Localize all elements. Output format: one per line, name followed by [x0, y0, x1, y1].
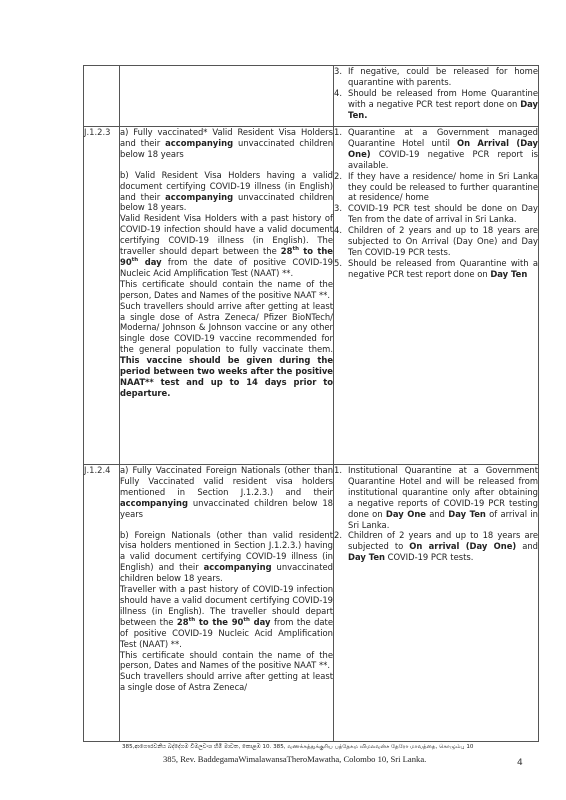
footer-address-local: 385,ආගෞරවනීය බද්දේගම විමලවංශ හිමි මාවත, කොළඹ 10. 385, வணக்கத்துக்குரிய பத்தேகம விமலவன்ச தேரோ மாவத்தை, கொழும்பு 10	[122, 744, 474, 750]
footer-address-english: 385, Rev. BaddegamaWimalawansaTheroMawatha, Colombo 10, Sri Lanka.	[163, 754, 427, 764]
list-item: 3. If negative, could be released for home quarantine with parents.	[334, 66, 538, 87]
category-cell	[120, 127, 334, 465]
list-item: 1. Quarantine at a Government managed Quarantine Hotel until On Arrival (Day One) COVID-19 negative PCR report is available.	[334, 127, 538, 170]
category-b: b) Foreign Nationals (other than valid resident visa holders mentioned in Section J.1.2.3.) having a valid document certifying COVID-19 illness (in English) and their accompanying unvaccinated children below 18 years.	[120, 529, 333, 584]
procedure-cell	[334, 127, 539, 465]
section-id: J.1.2.3	[84, 127, 120, 465]
past-infection-text: Valid Resident Visa Holders with a past history of COVID-19 infection should have a valid document certifying COVID-19 illness (in English). The traveller should depart between the 28th to the 90th day from the date of positive COVID-19 Nucleic Acid Amplification Test (NAAT) **.	[120, 213, 333, 278]
page-number: 4	[517, 758, 523, 768]
section-id	[84, 66, 120, 127]
procedure-cell	[334, 465, 539, 742]
vaccine-text: Such travellers should arrive after getting at least a single dose of Astra Zeneca/ Pfizer BioNTech/ Moderna/ Johnson & Johnson vaccine or any other single dose COVID-19 vaccine recommended for the general population to fully vaccinate them. This vaccine should be given during the period between two weeks after the positive NAAT** test and up to 14 days prior to departure.	[120, 300, 333, 398]
list-item: 5. Should be released from Quarantine with a negative PCR test report done on Day Ten	[334, 257, 538, 279]
table-row	[84, 465, 539, 742]
vaccine-text: Such travellers should arrive after getting at least a single dose of Astra Zeneca/	[120, 671, 333, 693]
procedure-cell	[334, 66, 539, 127]
table-row	[84, 127, 539, 465]
list-item: 2. If they have a residence/ home in Sri Lanka they could be released to further quarantine at residence/ home	[334, 170, 538, 203]
category-cell	[120, 66, 334, 127]
category-b: b) Valid Resident Visa Holders having a valid document certifying COVID-19 illness (in English) and their accompanying unvaccinated children below 18 years.	[120, 169, 333, 213]
list-item: 2. Children of 2 years and up to 18 years are subjected to On arrival (Day One) and Day Ten COVID-19 PCR tests.	[334, 530, 539, 563]
list-item: 1. Institutional Quarantine at a Government Quarantine Hotel and will be released from institutional quarantine only after obtaining a negative reports of COVID-19 PCR testing done on Day One and Day Ten of arrival in Sri Lanka.	[334, 465, 538, 530]
category-a: a) Fully Vaccinated Foreign Nationals (other than Fully Vaccinated valid resident visa holders mentioned in Section J.1.2.3.) and their accompanying unvaccinated children below 18 years	[120, 465, 333, 519]
procedure-list	[334, 127, 538, 280]
guidelines-table	[83, 65, 539, 742]
list-item: 4. Should be released from Home Quarantine with a negative PCR test report done on Day Ten.	[334, 87, 538, 120]
category-a: a) Fully vaccinated* Valid Resident Visa Holders and their accompanying unvaccinated children below 18 years	[120, 127, 333, 159]
category-cell	[120, 465, 334, 742]
list-item: 4. Children of 2 years and up to 18 years are subjected to On Arrival (Day One) and Day Ten COVID-19 PCR tests.	[334, 225, 538, 257]
procedure-list	[334, 465, 538, 563]
section-id: J.1.2.4	[84, 465, 120, 742]
certificate-text: This certificate should contain the name of the person, Dates and Names of the positive NAAT **.	[120, 278, 333, 300]
table-row	[84, 66, 539, 127]
list-item: 3. COVID-19 PCR test should be done on Day Ten from the date of arrival in Sri Lanka.	[334, 203, 538, 225]
certificate-text: This certificate should contain the name of the person, Dates and Names of the positive NAAT **.	[120, 649, 333, 671]
procedure-list	[334, 66, 538, 121]
past-infection-text: Traveller with a past history of COVID-19 infection should have a valid document certifying COVID-19 illness (in English). The traveller should depart between the 28th to the 90th day from the date of positive COVID-19 Nucleic Acid Amplification Test (NAAT) **.	[120, 584, 333, 649]
